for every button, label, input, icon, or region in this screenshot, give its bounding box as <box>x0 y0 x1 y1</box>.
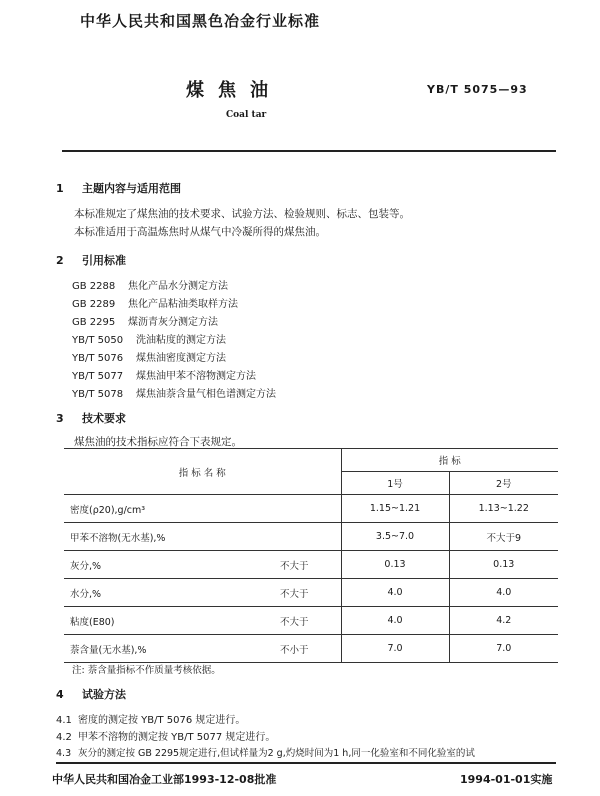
row-grade-2-value: 0.13 <box>449 551 558 579</box>
reference-item <box>72 331 226 346</box>
reference-code: YB/T 5076 <box>72 353 124 364</box>
reference-item <box>72 349 226 364</box>
row-grade-1-value: 3.5~7.0 <box>341 523 449 551</box>
reference-code: YB/T 5050 <box>72 335 124 346</box>
row-name <box>64 635 341 663</box>
english-title: Coal tar <box>226 110 267 120</box>
standard-number: YB/T 5075—93 <box>427 83 528 96</box>
reference-item <box>72 277 228 292</box>
row-grade-2-value: 4.2 <box>449 607 558 635</box>
test-item <box>56 711 245 726</box>
reference-code: YB/T 5077 <box>72 371 124 382</box>
reference-item <box>72 367 256 382</box>
reference-code: GB 2295 <box>72 317 116 328</box>
row-grade-1-value: 0.13 <box>341 551 449 579</box>
row-name <box>64 551 341 579</box>
document-title: 煤焦油 <box>186 80 282 101</box>
header-rule <box>62 150 556 152</box>
table-row <box>64 495 558 523</box>
test-item <box>56 745 475 759</box>
reference-name: 焦化产品水分测定方法 <box>128 281 228 292</box>
row-name-text: 萘含量(无水基),% <box>70 644 147 656</box>
row-name-text: 粘度(E80) <box>70 616 115 628</box>
test-item-number: 4.3 <box>56 748 72 759</box>
reference-name: 洗油粘度的测定方法 <box>136 335 226 346</box>
section-3-number: 3 <box>56 412 64 425</box>
row-grade-2-value: 不大于9 <box>449 523 558 551</box>
section-1-title: 主题内容与适用范围 <box>82 182 181 195</box>
row-limit: 不大于 <box>279 616 309 628</box>
row-grade-1-value: 4.0 <box>341 579 449 607</box>
column-header-name: 指 标 名 称 <box>64 449 341 495</box>
table-row <box>64 607 558 635</box>
reference-name: 煤沥青灰分测定方法 <box>128 317 218 328</box>
test-item-number: 4.2 <box>56 732 72 743</box>
row-grade-2-value: 7.0 <box>449 635 558 663</box>
row-name <box>64 579 341 607</box>
test-item <box>56 728 275 743</box>
table-row <box>64 635 558 663</box>
effective-date: 1994-01-01实施 <box>460 773 553 786</box>
row-grade-1-value: 4.0 <box>341 607 449 635</box>
row-limit: 不大于 <box>279 588 309 600</box>
test-item-text: 密度的测定按 YB/T 5076 规定进行。 <box>78 715 246 726</box>
reference-code: GB 2288 <box>72 281 116 292</box>
footer-rule <box>56 762 556 764</box>
section-2-number: 2 <box>56 254 64 267</box>
reference-item <box>72 295 238 310</box>
row-grade-2-value: 4.0 <box>449 579 558 607</box>
table-row <box>64 523 558 551</box>
reference-name: 焦化产品粘油类取样方法 <box>128 299 238 310</box>
row-limit: 不大于 <box>279 560 309 572</box>
column-header-grade-2: 2号 <box>449 472 558 495</box>
section-2-title: 引用标准 <box>82 254 126 267</box>
column-header-spec: 指 标 <box>341 449 558 472</box>
section-2-heading <box>56 252 126 268</box>
section-3-intro: 煤焦油的技术指标应符合下表规定。 <box>74 436 242 448</box>
row-grade-1-value: 1.15~1.21 <box>341 495 449 523</box>
row-name-text: 密度(ρ20),g/cm³ <box>70 504 146 516</box>
reference-name: 煤焦油密度测定方法 <box>136 353 226 364</box>
row-limit: 不小于 <box>279 644 309 656</box>
section-3-title: 技术要求 <box>82 412 126 425</box>
section-1-paragraph-1: 本标准规定了煤焦油的技术要求、试验方法、检验规则、标志、包装等。 <box>74 208 410 220</box>
table-row <box>64 551 558 579</box>
section-1-number: 1 <box>56 182 64 195</box>
row-name <box>64 523 341 551</box>
row-name-text: 灰分,% <box>70 560 102 572</box>
reference-item <box>72 385 276 400</box>
table-note: 注: 萘含量指标不作质量考核依据。 <box>72 665 221 676</box>
column-header-grade-1: 1号 <box>341 472 449 495</box>
table-header-row <box>64 449 558 472</box>
reference-name: 煤焦油萘含量气相色谱测定方法 <box>136 389 276 400</box>
section-1-heading <box>56 180 181 196</box>
issuer-heading: 中华人民共和国黑色冶金行业标准 <box>80 12 321 30</box>
row-name <box>64 607 341 635</box>
row-name <box>64 495 341 523</box>
table-row <box>64 579 558 607</box>
row-grade-2-value: 1.13~1.22 <box>449 495 558 523</box>
row-name-text: 甲苯不溶物(无水基),% <box>70 532 166 544</box>
reference-code: GB 2289 <box>72 299 116 310</box>
test-item-text: 灰分的测定按 GB 2295规定进行,但试样量为2 g,灼烧时间为1 h,同一化验室和不同化验室的试 <box>78 748 475 759</box>
test-item-number: 4.1 <box>56 715 72 726</box>
approval-line: 中华人民共和国冶金工业部1993-12-08批准 <box>52 773 277 786</box>
section-4-title: 试验方法 <box>82 688 126 701</box>
specification-table <box>64 448 558 663</box>
section-4-number: 4 <box>56 688 64 701</box>
section-1-paragraph-2: 本标准适用于高温炼焦时从煤气中冷凝所得的煤焦油。 <box>74 226 326 238</box>
reference-item <box>72 313 218 328</box>
reference-code: YB/T 5078 <box>72 389 124 400</box>
test-item-text: 甲苯不溶物的测定按 YB/T 5077 规定进行。 <box>78 732 276 743</box>
reference-name: 煤焦油甲苯不溶物测定方法 <box>136 371 256 382</box>
row-name-text: 水分,% <box>70 588 102 600</box>
section-4-heading <box>56 686 126 702</box>
row-grade-1-value: 7.0 <box>341 635 449 663</box>
section-3-heading <box>56 410 126 426</box>
